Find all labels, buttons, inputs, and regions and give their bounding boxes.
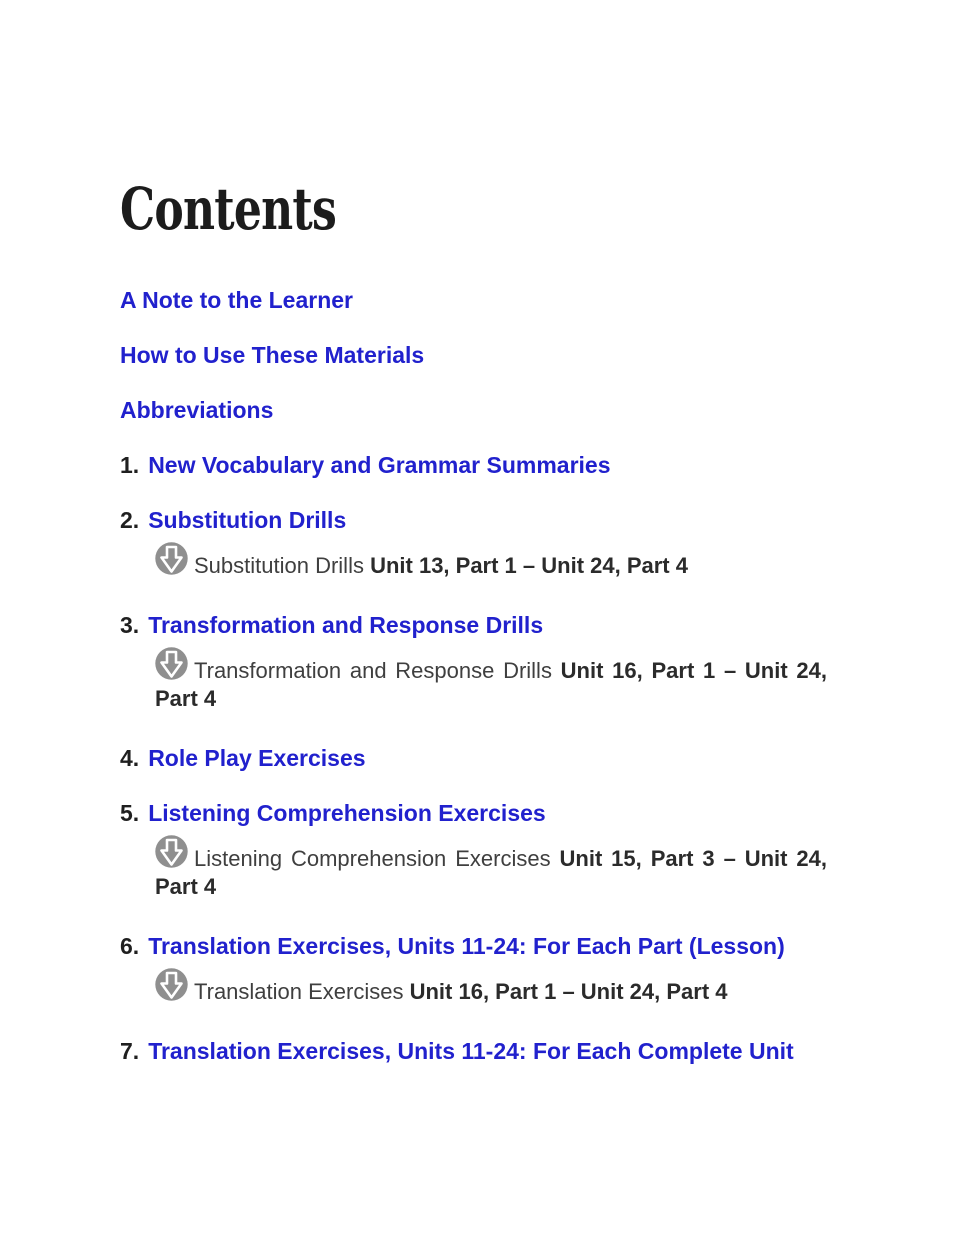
page-title: Contents [120,175,337,243]
link-abbreviations[interactable]: Abbreviations [120,397,274,423]
link-how-to-use-these-materials[interactable]: How to Use These Materials [120,342,425,368]
entry-number: 6. [120,933,140,959]
entry-number: 1. [120,452,140,478]
download-link-transformation-and-response-drills[interactable] [155,647,827,713]
download-link-translation-exercises[interactable] [155,968,827,1006]
toc-entry-1 [120,451,840,479]
download-range: Unit 13, Part 1 – Unit 24, Part 4 [370,553,688,578]
toc-entry-5 [120,799,840,827]
entry-number: 4. [120,745,140,771]
front-link-row [120,396,840,424]
link-new-vocabulary-and-grammar-summaries[interactable]: New Vocabulary and Grammar Summaries [148,452,611,478]
download-text: Listening Comprehension Exercises [194,846,560,871]
front-link-row [120,286,840,314]
toc-entry-3 [120,611,840,639]
link-transformation-and-response-drills[interactable]: Transformation and Response Drills [148,612,544,638]
download-icon[interactable] [155,542,188,575]
toc-entry-7 [120,1037,840,1065]
link-role-play-exercises[interactable]: Role Play Exercises [148,745,366,771]
download-text: Translation Exercises [194,979,410,1004]
entry-number: 7. [120,1038,140,1064]
toc-entry-6 [120,932,840,960]
link-a-note-to-the-learner[interactable]: A Note to the Learner [120,287,354,313]
download-range: Unit 15, Part 3 – Unit 24, Part 4 [155,846,827,899]
download-icon[interactable] [155,968,188,1001]
front-link-row [120,341,840,369]
download-text: Substitution Drills [194,553,371,578]
download-icon[interactable] [155,647,188,680]
download-text: Transformation and Response Drills [194,658,561,683]
download-link-listening-comprehension-exercises[interactable] [155,835,827,901]
download-icon[interactable] [155,835,188,868]
toc-entry-4 [120,744,840,772]
download-link-substitution-drills[interactable] [155,542,827,580]
toc-entry-2 [120,506,840,534]
entry-number: 5. [120,800,140,826]
link-listening-comprehension-exercises[interactable]: Listening Comprehension Exercises [148,800,546,826]
entry-number: 2. [120,507,140,533]
link-translation-exercises-each-complete-unit[interactable]: Translation Exercises, Units 11-24: For Each Complete Unit [148,1038,794,1064]
link-substitution-drills[interactable]: Substitution Drills [148,507,347,533]
entry-number: 3. [120,612,140,638]
link-translation-exercises-each-part[interactable]: Translation Exercises, Units 11-24: For Each Part (Lesson) [148,933,785,959]
download-range: Unit 16, Part 1 – Unit 24, Part 4 [155,658,827,711]
download-range: Unit 16, Part 1 – Unit 24, Part 4 [409,979,728,1004]
